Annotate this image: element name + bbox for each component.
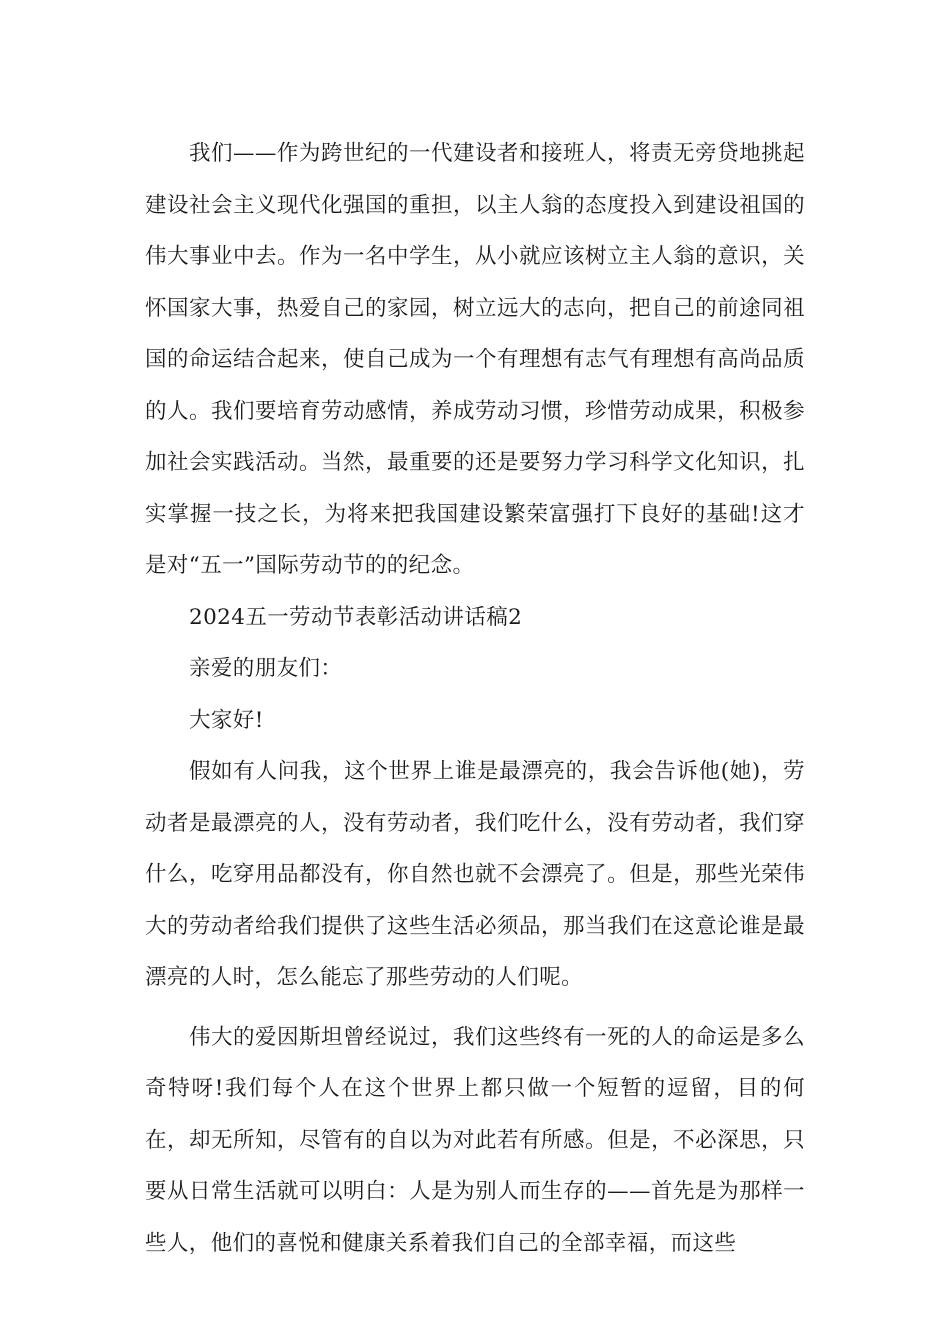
- salutation: 亲爱的朋友们：: [189, 656, 343, 681]
- paragraph-intro: 我们——作为跨世纪的一代建设者和接班人，将责无旁贷地挑起建设社会主义现代化强国的重担，以主人翁的态度投入到建设祖国的伟大事业中去。作为一名中学生，从小就应该树立主人翁的意识，关怀国家大事，热爱自己的家园，树立远大的志向，把自己的前途同祖国的命运结合起来，使自己成为一个有理想有志气有理想有高尚品质的人。我们要培育劳动感情，养成劳动习惯，珍惜劳动成果，积极参加社会实践活动。当然，最重要的还是要努力学习科学文化知识，扎实掌握一技之长，为将来把我国建设繁荣富强打下良好的基础!这才是对“五一”国际劳动节的的纪念。: [145, 141, 805, 578]
- greeting: 大家好!: [189, 707, 264, 733]
- paragraph-workers: 假如有人问我，这个世界上谁是最漂亮的，我会告诉他(她)，劳动者是最漂亮的人，没有劳动者，我们吃什么，没有劳动者，我们穿什么，吃穿用品都没有，你自然也就不会漂亮了。但是，那些光荣伟大的劳动者给我们提供了这些生活必须品，那当我们在这意论谁是最漂亮的人时，怎么能忘了那些劳动的人们呢。: [145, 759, 805, 990]
- speech-title: 2024五一劳动节表彰活动讲话稿2: [189, 604, 523, 630]
- document-body: [145, 128, 805, 1269]
- paragraph-einstein: 伟大的爱因斯坦曾经说过，我们这些终有一死的人的命运是多么奇特呀!我们每个人在这个世界上都只做一个短暂的逗留，目的何在，却无所知，尽管有的自以为对此若有所感。但是，不必深思，只要从日常生活就可以明白：人是为别人而生存的——首先是为那样一些人，他们的喜悦和健康关系着我们自己的全部幸福，而这些: [145, 1024, 805, 1256]
